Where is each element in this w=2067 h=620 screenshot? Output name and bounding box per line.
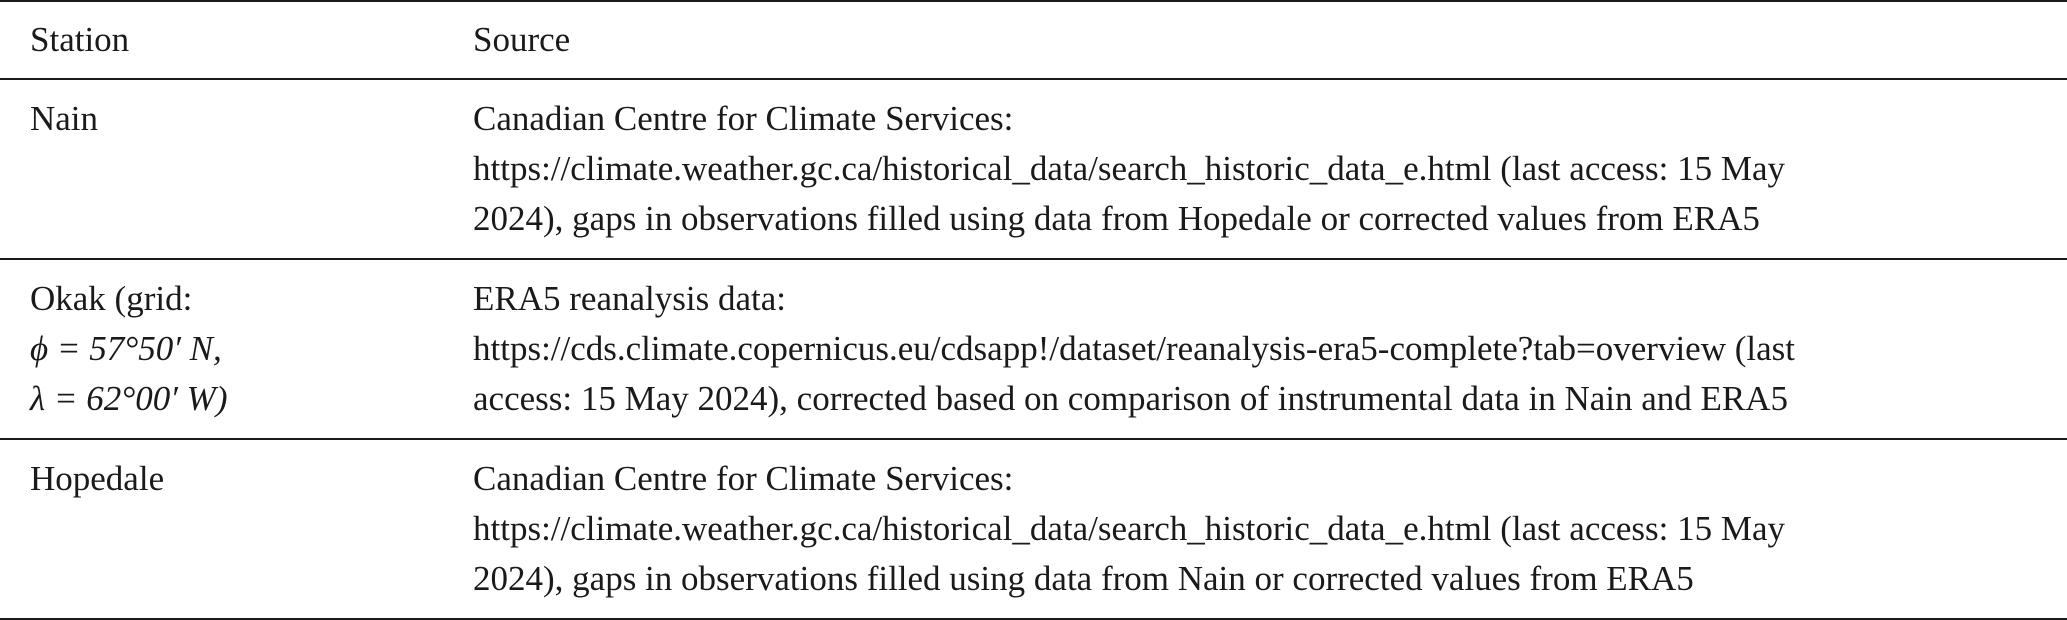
table-row-nain — [0, 79, 2067, 259]
table-row-okak — [0, 259, 2067, 439]
table-row-hopedale — [0, 439, 2067, 619]
column-header-source: Source — [473, 20, 571, 59]
source-url-line: https://climate.weather.gc.ca/historical_data/search_historic_data_e.html (last access: 15 May — [473, 509, 1786, 548]
source-line: Canadian Centre for Climate Services: — [473, 99, 1014, 138]
station-name: Okak (grid: — [30, 279, 193, 318]
source-cell — [473, 79, 2067, 259]
table-body — [0, 79, 2067, 619]
source-url-line: https://cds.climate.copernicus.eu/cdsapp!/dataset/reanalysis-era5-complete?tab=overview (last — [473, 329, 1796, 368]
station-name: Hopedale — [30, 459, 165, 498]
station-longitude: λ = 62°00′ W) — [30, 379, 228, 418]
column-header-station: Station — [30, 20, 130, 59]
station-cell — [0, 259, 473, 439]
source-line: access: 15 May 2024), corrected based on comparison of instrumental data in Nain and ERA5 — [473, 379, 1789, 418]
source-line: 2024), gaps in observations filled using data from Hopedale or corrected values from ERA5 — [473, 199, 1760, 238]
source-line: 2024), gaps in observations filled using data from Nain or corrected values from ERA5 — [473, 559, 1694, 598]
station-cell — [0, 439, 473, 619]
station-latitude: ϕ = 57°50′ N, — [30, 329, 222, 368]
source-url-line: https://climate.weather.gc.ca/historical_data/search_historic_data_e.html (last access: 15 May — [473, 149, 1786, 188]
source-line: ERA5 reanalysis data: — [473, 279, 786, 318]
table-header — [0, 1, 2067, 79]
source-line: Canadian Centre for Climate Services: — [473, 459, 1014, 498]
source-cell — [473, 439, 2067, 619]
station-cell — [0, 79, 473, 259]
header-row — [0, 1, 2067, 79]
station-name: Nain — [30, 99, 99, 138]
source-cell — [473, 259, 2067, 439]
